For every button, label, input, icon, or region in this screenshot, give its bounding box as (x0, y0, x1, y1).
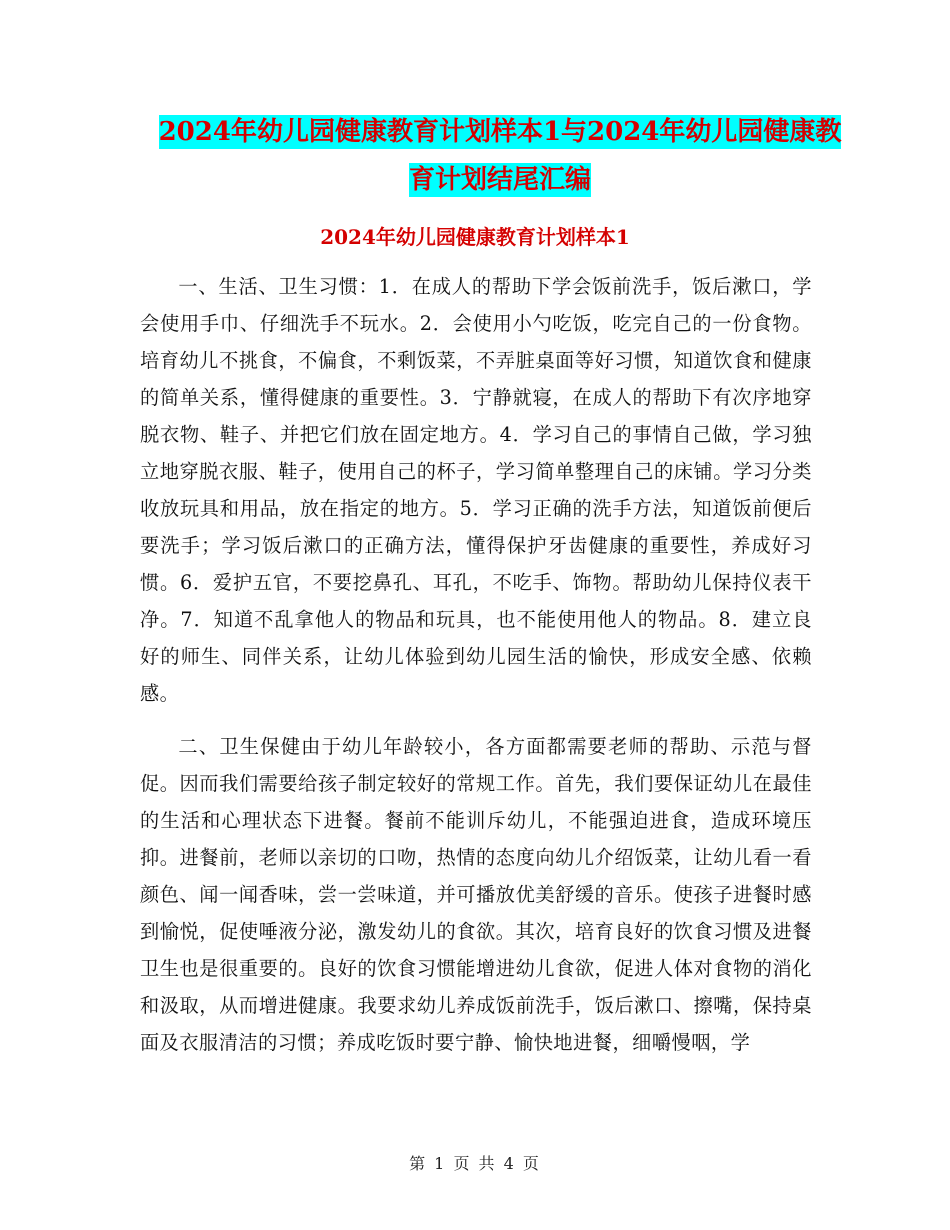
paragraph-health-care: 二、卫生保健由于幼儿年龄较小，各方面都需要老师的帮助、示范与督促。因而我们需要给孩子制定较好的常规工作。首先，我们要保证幼儿在最佳的生活和心理状态下进餐。餐前不能训斥幼儿，不能强迫进食，造成环境压抑。进餐前，老师以亲切的口吻，热情的态度向幼儿介绍饭菜，让幼儿看一看颜色、闻一闻香味，尝一尝味道，并可播放优美舒缓的音乐。使孩子进餐时感到愉悦，促使唾液分泌，激发幼儿的食欲。其次，培育良好的饮食习惯及进餐卫生也是很重要的。良好的饮食习惯能增进幼儿食欲，促进人体对食物的消化和汲取，从而增进健康。我要求幼儿养成饭前洗手，饭后漱口、擦嘴，保持桌面及衣服清洁的习惯；养成吃饭时要宁静、愉快地进餐，细嚼慢咽，学 (140, 735, 812, 1054)
document-title (150, 108, 850, 204)
document-body (140, 268, 812, 1077)
section-heading: 2024年幼儿园健康教育计划样本1 (320, 225, 630, 249)
page-number-footer: 第 1 页 共 4 页 (409, 1154, 541, 1173)
document-title-text: 2024年幼儿园健康教育计划样本1与2024年幼儿园健康教育计划结尾汇编 (158, 117, 842, 195)
paragraph-living-hygiene-habits: 一、生活、卫生习惯：1．在成人的帮助下学会饭前洗手，饭后漱口，学会使用手巾、仔细洗手不玩水。2．会使用小勺吃饭，吃完自己的一份食物。培育幼儿不挑食，不偏食，不剩饭菜，不弄脏桌面等好习惯，知道饮食和健康的简单关系，懂得健康的重要性。3．宁静就寝，在成人的帮助下有次序地穿脱衣物、鞋子、并把它们放在固定地方。4．学习自己的事情自己做，学习独立地穿脱衣服、鞋子，使用自己的杯子，学习简单整理自己的床铺。学习分类收放玩具和用品，放在指定的地方。5．学习正确的洗手方法，知道饭前便后要洗手；学习饭后漱口的正确方法，懂得保护牙齿健康的重要性，养成好习惯。6．爱护五官，不要挖鼻孔、耳孔，不吃手、饰物。帮助幼儿保持仪表干净。7．知道不乱拿他人的物品和玩具，也不能使用他人的物品。8．建立良好的师生、同伴关系，让幼儿体验到幼儿园生活的愉快，形成安全感、依赖感。 (140, 275, 812, 705)
